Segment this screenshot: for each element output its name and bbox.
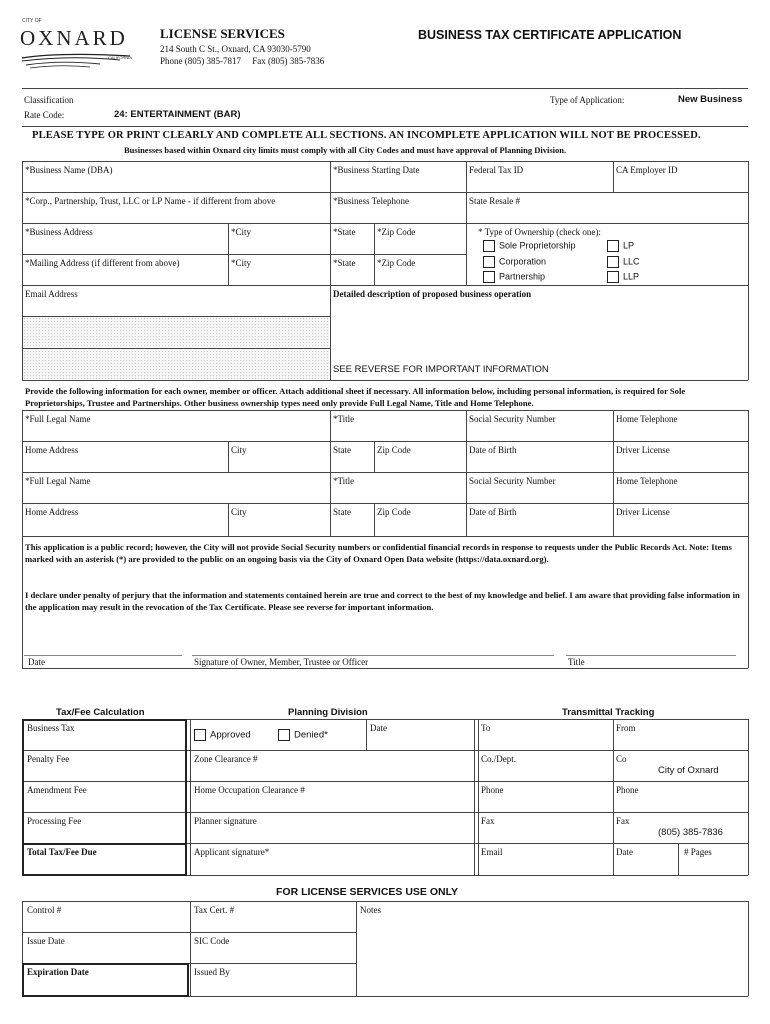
transmittal-fax-to-field[interactable]: Fax bbox=[481, 816, 495, 826]
public-record-notice: This application is a public record; however, the City will not provide Social Security numbers or confidential financial records in response to requests under the Public Records Act. Note: Items marked with an asterisk (*) are provided to the public on an ongoing basis via the City of Oxnard Open Data website (https://data.oxnard.org). bbox=[25, 542, 732, 564]
owner2-full-name-field[interactable]: *Full Legal Name bbox=[25, 476, 91, 486]
department-name: LICENSE SERVICES bbox=[160, 26, 285, 41]
transmittal-email-field[interactable]: Email bbox=[481, 847, 503, 857]
checkbox-icon bbox=[278, 729, 290, 741]
department-address: 214 South C St., Oxnard, CA 93030-5790 bbox=[160, 44, 311, 54]
corp-name-field[interactable]: *Corp., Partnership, Trust, LLC or LP Name - if different from above bbox=[25, 196, 276, 206]
checkbox-sole-proprietorship[interactable] bbox=[483, 240, 576, 252]
checkbox-icon bbox=[483, 240, 495, 252]
federal-tax-id-field[interactable]: Federal Tax ID bbox=[469, 165, 524, 175]
rate-code-label: Rate Code: bbox=[24, 110, 65, 120]
owner1-ssn-field[interactable]: Social Security Number bbox=[469, 414, 556, 424]
transmittal-co-dept-field[interactable]: Co./Dept. bbox=[481, 754, 516, 764]
application-type-label: Type of Application: bbox=[550, 95, 625, 105]
declaration-date-field[interactable]: Date bbox=[28, 657, 45, 667]
planner-signature-field[interactable]: Planner signature bbox=[194, 816, 257, 826]
checkbox-icon bbox=[607, 271, 619, 283]
owner2-ssn-field[interactable]: Social Security Number bbox=[469, 476, 556, 486]
transmittal-fax-from-label: Fax bbox=[616, 816, 630, 826]
owner1-dob-field[interactable]: Date of Birth bbox=[469, 445, 517, 455]
checkbox-partnership[interactable] bbox=[483, 271, 545, 283]
expiration-date-field[interactable]: Expiration Date bbox=[27, 967, 89, 977]
instructions-main: PLEASE TYPE OR PRINT CLEARLY AND COMPLETE ALL SECTIONS. AN INCOMPLETE APPLICATION WILL NOT BE PROCESSED. bbox=[32, 130, 701, 141]
transmittal-pages-field[interactable]: # Pages bbox=[684, 847, 712, 857]
business-address-field[interactable]: *Business Address bbox=[25, 227, 93, 237]
checkbox-llc[interactable] bbox=[607, 256, 640, 268]
business-zip-field[interactable]: *Zip Code bbox=[377, 227, 416, 237]
owner2-zip-field[interactable]: Zip Code bbox=[377, 507, 411, 517]
classification-label: Classification bbox=[24, 95, 74, 105]
see-reverse-note: SEE REVERSE FOR IMPORTANT INFORMATION bbox=[333, 364, 549, 375]
llp-label: LLP bbox=[623, 271, 640, 282]
state-resale-field[interactable]: State Resale # bbox=[469, 196, 520, 206]
department-phone-fax: Phone (805) 385-7817 Fax (805) 385-7836 bbox=[160, 56, 325, 66]
transmittal-phone-to-field[interactable]: Phone bbox=[481, 785, 504, 795]
checkbox-icon bbox=[607, 256, 619, 268]
checkbox-icon bbox=[483, 271, 495, 283]
mailing-city-field[interactable]: *City bbox=[231, 258, 252, 268]
description-field[interactable]: Detailed description of proposed business operation bbox=[333, 289, 532, 299]
business-state-field[interactable]: *State bbox=[333, 227, 356, 237]
logo-small-top: CITY OF bbox=[22, 18, 42, 24]
owner1-city-field[interactable]: City bbox=[231, 445, 247, 455]
home-occupation-field[interactable]: Home Occupation Clearance # bbox=[194, 785, 305, 795]
tax-cert-number-field[interactable]: Tax Cert. # bbox=[194, 905, 235, 915]
form-title: BUSINESS TAX CERTIFICATE APPLICATION bbox=[418, 28, 682, 42]
owners-instructions: Provide the following information for each owner, member or officer. Attach additional sheet if necessary. All information below, including personal information, is required for Sole Proprietorships, Trustee and Partnerships. Other business ownership types need only provide Full Legal Name, Title and Home Telephone. bbox=[25, 386, 686, 408]
transmittal-heading: Transmittal Tracking bbox=[562, 707, 655, 718]
owner2-city-field[interactable]: City bbox=[231, 507, 247, 517]
owner2-home-phone-field[interactable]: Home Telephone bbox=[616, 476, 678, 486]
checkbox-icon bbox=[607, 240, 619, 252]
mailing-zip-field[interactable]: *Zip Code bbox=[377, 258, 416, 268]
transmittal-co-value[interactable]: City of Oxnard bbox=[658, 765, 719, 776]
planning-heading: Planning Division bbox=[288, 707, 368, 718]
issued-by-field[interactable]: Issued By bbox=[194, 967, 230, 977]
partnership-label: Partnership bbox=[499, 271, 546, 282]
checkbox-icon bbox=[194, 729, 206, 741]
control-number-field[interactable]: Control # bbox=[27, 905, 62, 915]
sole-proprietorship-label: Sole Proprietorship bbox=[499, 240, 576, 251]
checkbox-denied[interactable] bbox=[278, 729, 328, 741]
owner1-home-phone-field[interactable]: Home Telephone bbox=[616, 414, 678, 424]
owner2-dob-field[interactable]: Date of Birth bbox=[469, 507, 517, 517]
tax-fee-heading: Tax/Fee Calculation bbox=[56, 707, 145, 718]
planning-date-field[interactable]: Date bbox=[370, 723, 387, 733]
transmittal-date-field[interactable]: Date bbox=[616, 847, 633, 857]
mailing-address-field[interactable]: *Mailing Address (if different from above) bbox=[25, 258, 180, 268]
transmittal-from-field[interactable]: From bbox=[616, 723, 636, 733]
checkbox-approved[interactable] bbox=[194, 729, 251, 741]
transmittal-to-field[interactable]: To bbox=[481, 723, 491, 733]
applicant-signature-field[interactable]: Applicant signature* bbox=[194, 847, 270, 857]
logo-small-bottom: CALIFORNIA bbox=[108, 55, 133, 60]
owner2-home-address-field[interactable]: Home Address bbox=[25, 507, 79, 517]
checkbox-corporation[interactable] bbox=[483, 256, 546, 268]
transmittal-co-label: Co bbox=[616, 754, 627, 764]
logo-wordmark: OXNARD bbox=[20, 26, 128, 50]
business-name-field[interactable]: *Business Name (DBA) bbox=[25, 165, 113, 175]
perjury-declaration: I declare under penalty of perjury that the information and statements contained herein are true and correct to the best of my knowledge and belief. I am aware that providing false information in the application may result in the revocation of the Tax Certificate. Please see reverse for important information. bbox=[25, 590, 740, 612]
declaration-signature-field[interactable]: Signature of Owner, Member, Trustee or Officer bbox=[194, 657, 369, 667]
business-start-date-field[interactable]: *Business Starting Date bbox=[333, 165, 420, 175]
owner1-license-field[interactable]: Driver License bbox=[616, 445, 670, 455]
owner1-home-address-field[interactable]: Home Address bbox=[25, 445, 79, 455]
owner1-title-field[interactable]: *Title bbox=[333, 414, 355, 424]
lp-label: LP bbox=[623, 240, 635, 251]
email-field[interactable]: Email Address bbox=[25, 289, 78, 299]
corporation-label: Corporation bbox=[499, 256, 547, 267]
checkbox-icon bbox=[483, 256, 495, 268]
owner2-license-field[interactable]: Driver License bbox=[616, 507, 670, 517]
notes-field[interactable]: Notes bbox=[360, 905, 381, 915]
mailing-state-field[interactable]: *State bbox=[333, 258, 356, 268]
city-logo bbox=[20, 18, 140, 72]
denied-label: Denied* bbox=[294, 729, 328, 741]
application-type-value[interactable]: New Business bbox=[678, 94, 743, 105]
instructions-sub: Businesses based within Oxnard city limits must comply with all City Codes and must have approval of Planning Division. bbox=[124, 145, 567, 155]
sic-code-field[interactable]: SIC Code bbox=[194, 936, 230, 946]
checkbox-llp[interactable] bbox=[607, 271, 639, 283]
processing-fee-field[interactable]: Processing Fee bbox=[27, 816, 82, 826]
issue-date-field[interactable]: Issue Date bbox=[27, 936, 65, 946]
amendment-fee-field[interactable]: Amendment Fee bbox=[27, 785, 87, 795]
transmittal-phone-from-field[interactable]: Phone bbox=[616, 785, 639, 795]
ca-employer-id-field[interactable]: CA Employer ID bbox=[616, 165, 678, 175]
declaration-title-field[interactable]: Title bbox=[568, 657, 585, 667]
owner2-state-field[interactable]: State bbox=[333, 507, 351, 517]
logo-waves-icon bbox=[20, 50, 140, 72]
transmittal-fax-value[interactable]: (805) 385-7836 bbox=[658, 827, 723, 838]
business-city-field[interactable]: *City bbox=[231, 227, 252, 237]
business-tax-field[interactable]: Business Tax bbox=[27, 723, 75, 733]
business-telephone-field[interactable]: *Business Telephone bbox=[333, 196, 409, 206]
ownership-type-label: * Type of Ownership (check one): bbox=[478, 227, 601, 237]
penalty-fee-field[interactable]: Penalty Fee bbox=[27, 754, 70, 764]
owner2-title-field[interactable]: *Title bbox=[333, 476, 355, 486]
llc-label: LLC bbox=[623, 256, 640, 267]
rate-code-value[interactable]: 24: ENTERTAINMENT (BAR) bbox=[114, 109, 241, 120]
owner1-full-name-field[interactable]: *Full Legal Name bbox=[25, 414, 91, 424]
owner1-zip-field[interactable]: Zip Code bbox=[377, 445, 411, 455]
office-use-heading: FOR LICENSE SERVICES USE ONLY bbox=[276, 886, 459, 898]
zone-clearance-field[interactable]: Zone Clearance # bbox=[194, 754, 258, 764]
total-tax-fee-field[interactable]: Total Tax/Fee Due bbox=[27, 847, 97, 857]
owner1-state-field[interactable]: State bbox=[333, 445, 351, 455]
checkbox-lp[interactable] bbox=[607, 240, 634, 252]
approved-label: Approved bbox=[210, 729, 251, 741]
